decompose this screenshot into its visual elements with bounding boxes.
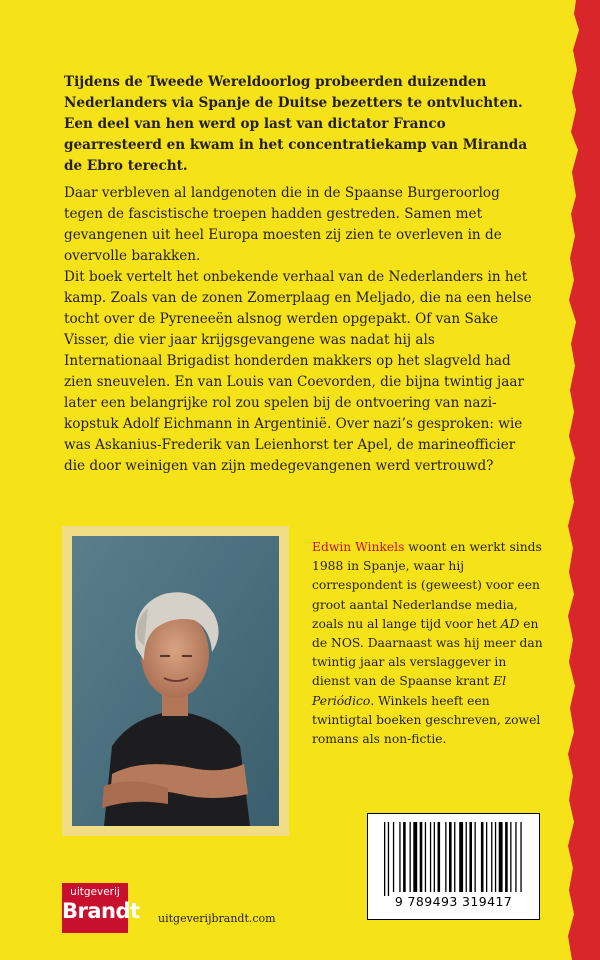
- barcode-bar: [475, 822, 476, 892]
- barcode-bars: [368, 814, 539, 896]
- author-photo: [72, 536, 279, 826]
- barcode-bar: [505, 822, 508, 892]
- bio-text-1: woont en werkt sinds 1988 in Spanje, waar hij correspondent is (geweest) voor een groot aantal Nederlandse media, zoals nu al lange tijd voor het: [312, 540, 542, 631]
- barcode-bar: [413, 822, 417, 892]
- isbn-barcode: [367, 813, 540, 920]
- barcode-bar: [399, 822, 400, 892]
- barcode-bar: [481, 822, 484, 892]
- barcode-bar: [388, 822, 389, 896]
- author-photo-frame: [62, 526, 289, 836]
- barcode-bar: [499, 822, 503, 892]
- body-paragraph-2: Daar verbleven al landgenoten die in de Spaanse Burgeroorlog tegen de fascistische troepen hadden gestreden. Samen met gevangenen uit heel Europa moesten zij zien te overleven in de overvolle barakken.: [64, 185, 502, 264]
- barcode-bar: [430, 822, 431, 892]
- bio-media-ad: AD: [500, 616, 520, 631]
- author-bio: [312, 538, 544, 749]
- barcode-bar: [449, 822, 452, 892]
- barcode-bar: [510, 822, 511, 892]
- barcode-bar: [486, 822, 487, 892]
- barcode-bar: [520, 822, 521, 892]
- author-name: Edwin Winkels: [312, 540, 405, 554]
- barcode-bar: [459, 822, 463, 892]
- publisher-url: uitgeverijbrandt.com: [158, 912, 276, 925]
- bio-media-el-periodico: El Periódico: [312, 674, 507, 708]
- barcode-bar: [410, 822, 411, 892]
- barcode-bar: [438, 822, 441, 892]
- barcode-bar: [454, 822, 455, 892]
- barcode-bar: [434, 822, 435, 892]
- barcode-bar: [445, 822, 446, 892]
- barcode-bar: [420, 822, 423, 892]
- bio-text-3: . Winkels heeft een twintigtal boeken geschreven, zowel romans als non-fictie.: [312, 693, 541, 747]
- barcode-bar: [393, 822, 394, 892]
- publisher-logo-top: uitgeverij: [70, 886, 120, 898]
- body-paragraph-3: Dit boek vertelt het onbekende verhaal van de Nederlanders in het kamp. Zoals van de zonen Zomerplaag en Meljado, die na een helse tocht over de Pyreneeën alsnog werden opgepakt. Of van Sake Visser, die vier jaar krijgsgevangene was nadat hij als Internationaal Brigadist honderden makkers op het slagveld had zien sneuvelen. En van Louis van Coevorden, die bijna twintig jaar later een belangrijke rol zou spelen bij de ontvoering van nazi-kopstuk Adolf Eichmann in Argentinië. Over nazi’s gesproken: wie was Askanius-Frederik van Leienhorst ter Apel, de marineofficier die door weinigen van zijn medegevangenen werd vertrouwd?: [64, 269, 532, 474]
- publisher-logo: [62, 883, 140, 933]
- barcode-bar: [515, 822, 516, 892]
- intro-paragraph: Tijdens de Tweede Wereldoorlog probeerden duizenden Nederlanders via Spanje de Duitse bezetters te ontvluchten. Een deel van hen werd op last van dictator Franco gearresteerd en kwam in het concentratiekamp van Miranda de Ebro terecht.: [64, 74, 528, 174]
- barcode-bar: [491, 822, 492, 892]
- barcode-bar: [425, 822, 426, 892]
- barcode-bar: [466, 822, 467, 892]
- barcode-bar: [495, 822, 496, 892]
- barcode-bar: [469, 822, 472, 892]
- barcode-bar: [403, 822, 406, 892]
- bio-text-2: en de NOS. Daarnaast was hij meer dan twintig jaar als verslaggever in dienst van de Spaanse krant: [312, 616, 543, 689]
- isbn-number: 9 789493 319417: [394, 894, 513, 909]
- barcode-bar: [384, 822, 385, 896]
- publisher-logo-main: Brandt: [62, 899, 140, 923]
